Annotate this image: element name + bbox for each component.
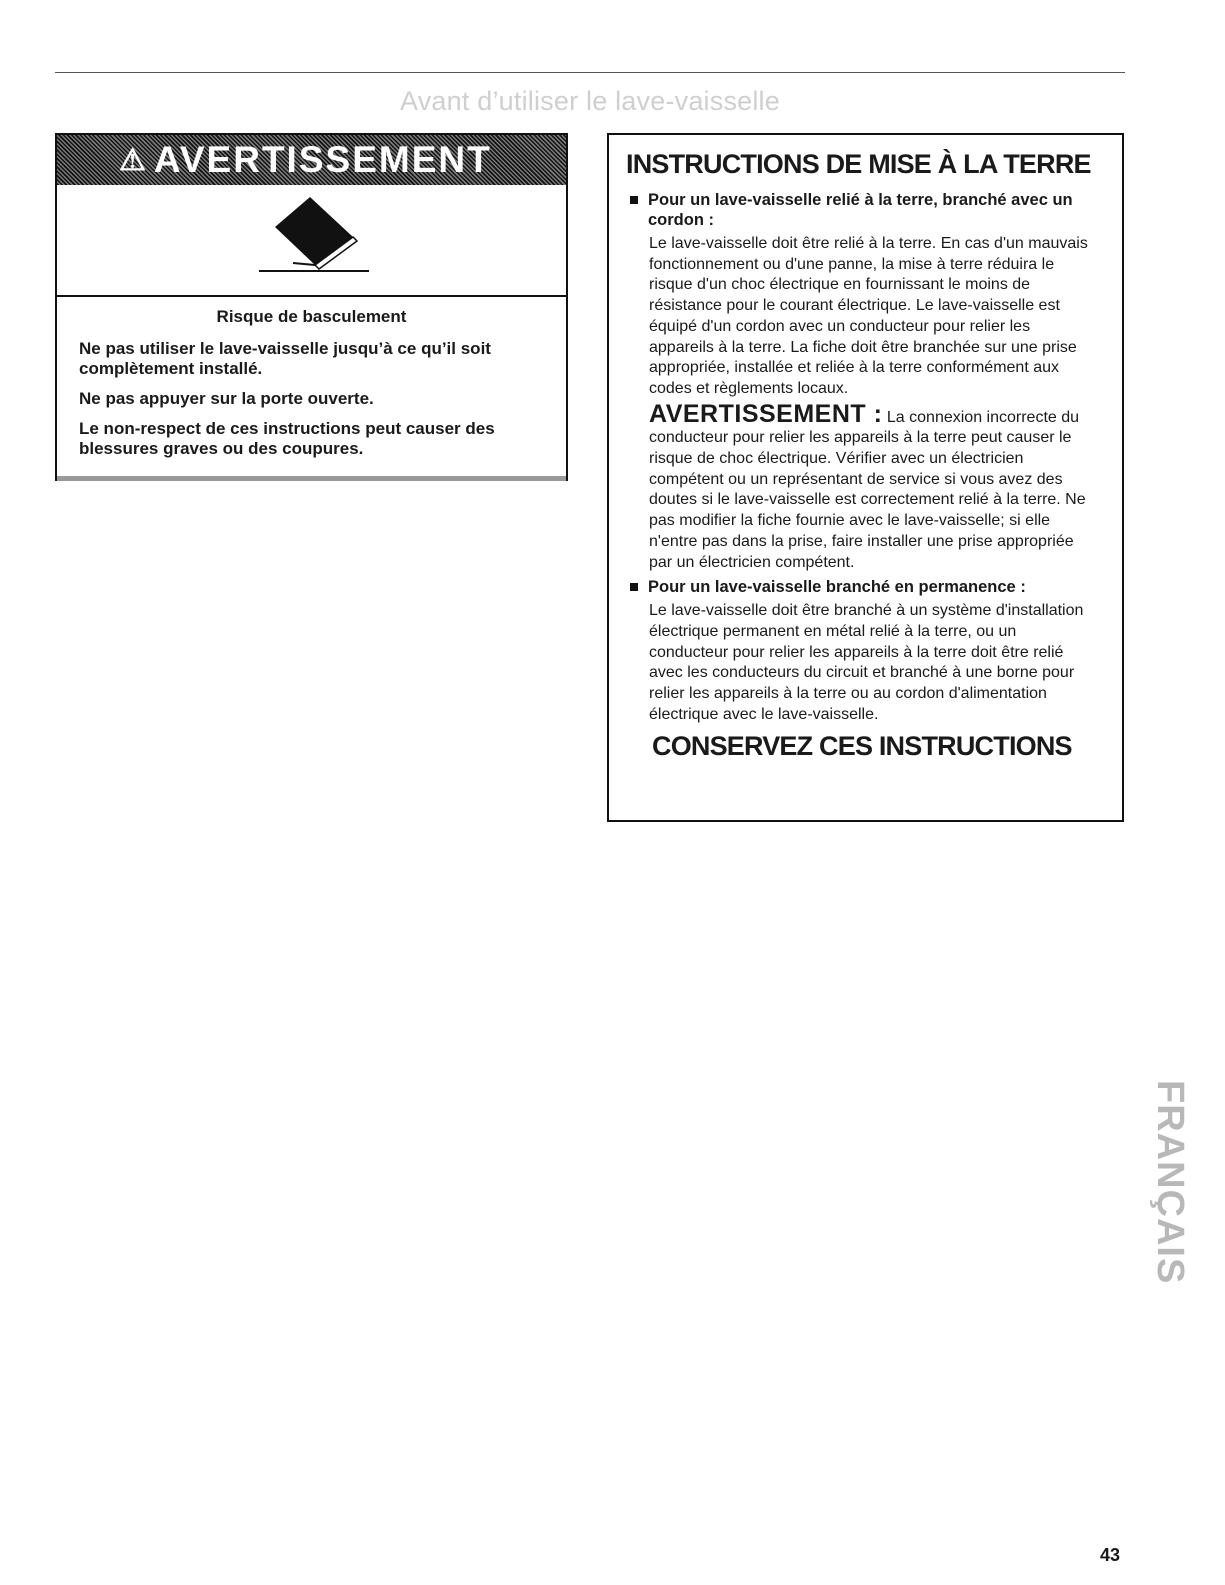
tipping-dishwasher-icon <box>255 195 375 275</box>
warning-heading: Risque de basculement <box>216 307 407 326</box>
bullet-heading-text: Pour un lave-vaisselle branché en permanence : <box>648 578 1026 597</box>
bullet-heading-cord <box>626 190 1098 230</box>
bullet-heading-text: Pour un lave-vaisselle relié à la terre, branché avec un cordon : <box>648 191 1073 229</box>
cord-grounding-text: Le lave-vaisselle doit être relié à la terre. En cas d'un mauvais fonctionnement ou d'une panne, la mise à terre réduira le risque d'un choc électrique en fournissant le moins de résistance pour le courant électrique. Le lave-vaisselle est équipé d'un cordon avec un conducteur pour relier les appareils à la terre. La fiche doit être branchée sur une prise appropriée, installée et reliée à la terre conformément aux codes et règlements locaux. <box>649 235 1088 397</box>
warning-pictogram-area <box>57 185 566 297</box>
warning-banner <box>57 135 566 185</box>
warning-body <box>57 297 566 481</box>
inline-warning-text: La connexion incorrecte du conducteur pour relier les appareils à la terre peut causer le risque de choc électrique. Vérifier avec un électricien compétent ou un représentant de service si vous avez des doutes si le lave-vaisselle est correctement relié à la terre. Ne pas modifier la fiche fournie avec le lave-vaisselle; si elle n'entre pas dans la prise, faire installer une prise appropriée par un électricien compétent. <box>649 408 1086 571</box>
bullet-square-icon <box>630 583 638 591</box>
page-header-title: Avant d’utiliser le lave-vaisselle <box>400 86 780 116</box>
warning-triangle-icon: ⚠ <box>119 143 148 177</box>
grounding-warning-paragraph <box>626 399 1099 574</box>
inline-warning-label: AVERTISSEMENT : <box>649 399 883 428</box>
warning-line: Ne pas utiliser le lave-vaisselle jusqu’à ce qu’il soit complètement installé. <box>79 339 491 378</box>
bullet-square-icon <box>630 196 638 204</box>
tip-over-warning-box <box>55 133 568 481</box>
grounding-instructions-box <box>607 133 1124 822</box>
warning-line: Le non-respect de ces instructions peut causer des blessures graves ou des coupures. <box>79 419 495 458</box>
top-rule <box>55 72 1125 73</box>
grounding-title: INSTRUCTIONS DE MISE À LA TERRE <box>626 149 1091 179</box>
page-number: 43 <box>1100 1545 1121 1565</box>
save-instructions-footer: CONSERVEZ CES INSTRUCTIONS <box>652 731 1072 762</box>
language-side-tab <box>1150 1080 1190 1330</box>
permanent-grounding-text: Le lave-vaisselle doit être branché à un système d'installation électrique permanent en métal relié à la terre, ou un conducteur pour relier les appareils à la terre doit être relié avec les conducteurs du circuit et branché à une borne pour relier les appareils à la terre ou au cordon d'alimentation électrique avec le lave-vaisselle. <box>649 602 1084 723</box>
warning-line: Ne pas appuyer sur la porte ouverte. <box>79 389 374 408</box>
bullet-heading-permanent <box>626 577 1098 597</box>
warning-banner-label: AVERTISSEMENT <box>153 139 492 180</box>
language-side-tab-label: FRANÇAIS <box>1149 1080 1191 1285</box>
